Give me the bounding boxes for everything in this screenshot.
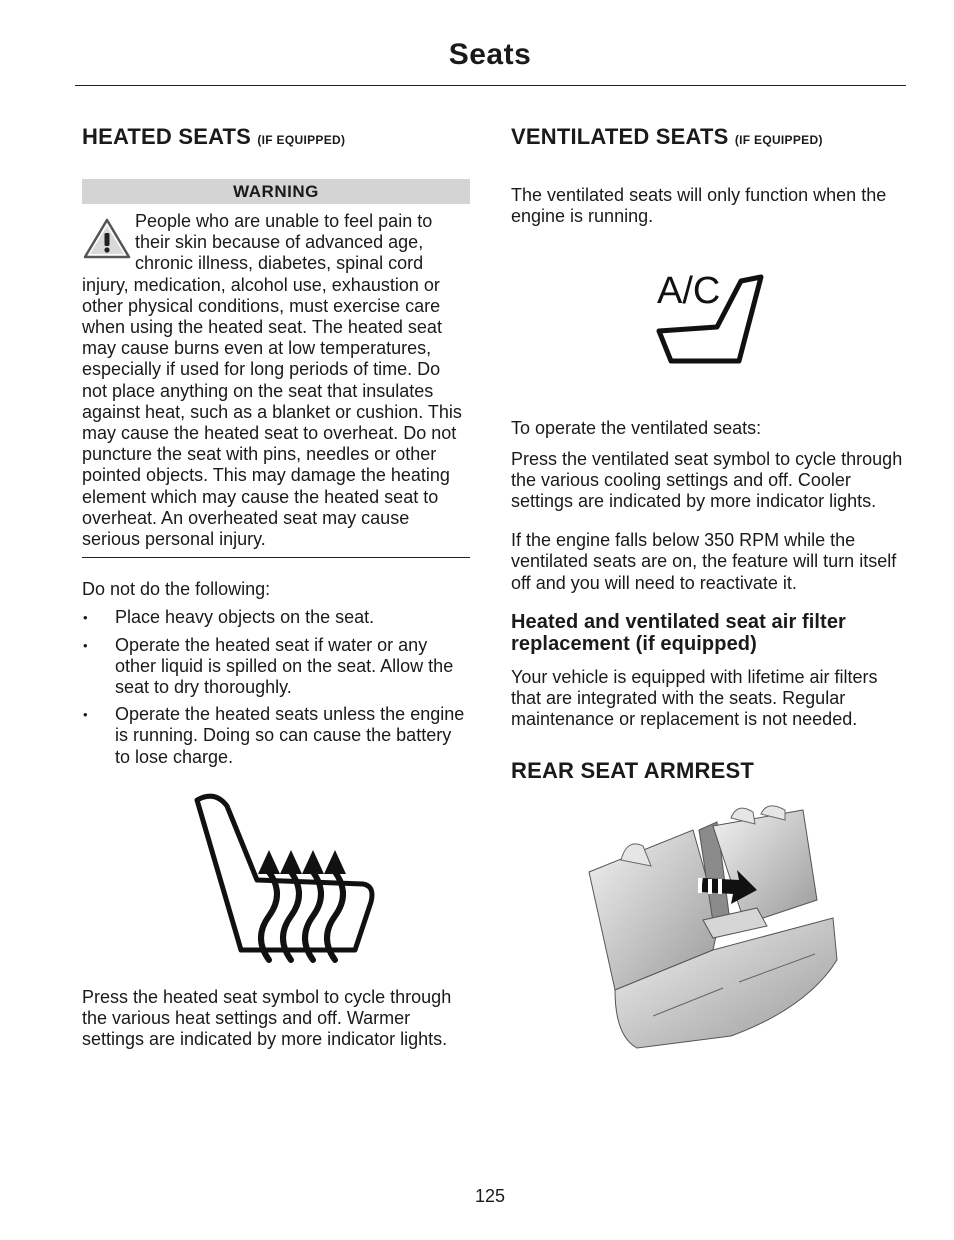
heated-seat-caption: Press the heated seat symbol to cycle through the various heat settings and off. Warmer settings are indicated by more indicator lights. [82,986,452,1050]
ventilated-intro: The ventilated seats will only function when the engine is running. [511,185,887,227]
rear-seat-illustration [581,804,846,1059]
warning-box [82,211,470,558]
list-item: • Operate the heated seats unless the engine is running. Doing so can cause the battery to lose charge. [82,704,470,768]
rear-armrest-heading: REAR SEAT ARMREST [511,758,754,784]
ventilated-seat-icon [655,271,767,367]
heated-seats-heading-suffix: (IF EQUIPPED) [257,133,346,147]
heated-seat-icon [187,788,377,964]
ventilated-press: Press the ventilated seat symbol to cycle through the various cooling settings and off. Cooler settings are indicated by more indicator lights. [511,448,903,512]
ac-label: A/C [657,271,721,313]
do-not-intro: Do not do the following: [82,579,271,600]
list-item: • Place heavy objects on the seat. [82,607,470,628]
title-divider [75,85,906,86]
right-column [511,122,903,1059]
heated-seats-heading-text: HEATED SEATS [82,124,252,149]
ventilated-seat-icon-container [655,271,767,367]
ventilated-seats-heading-suffix: (IF EQUIPPED) [734,133,823,147]
list-item: • Operate the heated seat if water or any other liquid is spilled on the seat. Allow the seat to dry thoroughly. [82,635,470,699]
ventilated-operate: To operate the ventilated seats: [511,418,762,439]
left-column [82,122,470,1050]
filter-text: Your vehicle is equipped with lifetime air filters that are integrated with the seats. Regular maintenance or replacement is not needed. [511,666,878,730]
do-not-list [82,607,470,767]
page-title: Seats [448,38,532,71]
warning-header: WARNING [82,179,470,204]
heated-seat-icon-container [187,788,377,964]
warning-triangle-icon [82,217,132,261]
ventilated-engine-note: If the engine falls below 350 RPM while the ventilated seats are on, the feature will turn itself off and you will need to reactivate it. [511,530,897,593]
page-number: 125 [474,1186,506,1206]
filter-heading: Heated and ventilated seat air filter replacement (if equipped) [511,610,846,655]
rear-seat-armrest-illustration [581,804,846,1059]
warning-text: People who are unable to feel pain to their skin because of advanced age, chronic illness, diabetes, spinal cord injury, medication, alcohol use, exhaustion or other physical conditions, must exercise care when using the heated seat. The heated seat may cause burns even at low temperatures, especially if used for long periods of time. Do not place anything on the seat that insulates against heat, such as a blanket or cushion. This may cause the heated seat to overheat. Do not puncture the seat with pins, needles or other pointed objects. This may damage the heating element which may cause the heated seat to overheat. An overheated seat may cause serious personal injury. [82,211,462,550]
heated-seats-heading [82,122,470,155]
ventilated-seats-heading [511,122,903,155]
ventilated-seats-heading-text: VENTILATED SEATS [511,124,729,149]
